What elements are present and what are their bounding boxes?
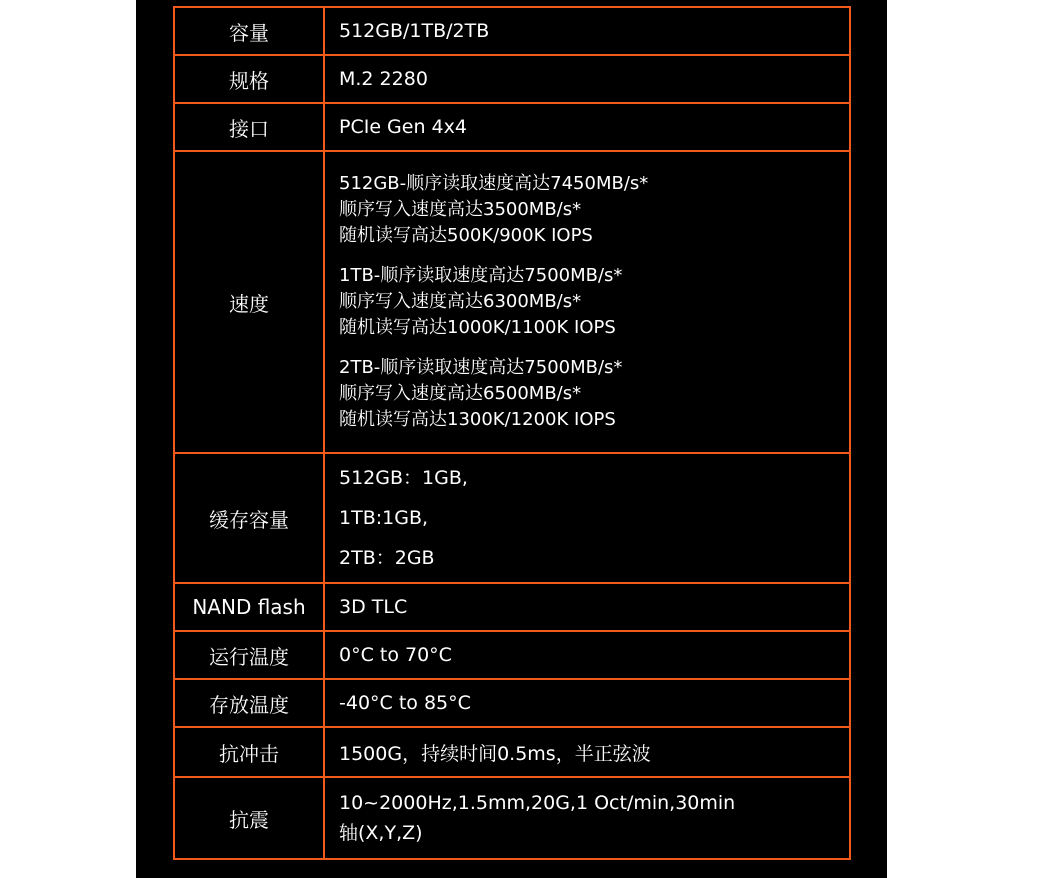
spec-row-cache	[174, 453, 850, 583]
row-label: 容量	[174, 7, 324, 55]
spec-row-operating-temp	[174, 631, 850, 679]
spec-row-storage-temp	[174, 679, 850, 727]
cache-line: 512GB：1GB,	[339, 467, 468, 489]
row-label: 抗冲击	[174, 727, 324, 777]
cache-line: 1TB:1GB,	[339, 507, 429, 529]
speed-line: 顺序写入速度高达6300MB/s*	[339, 291, 582, 312]
spec-row-shock	[174, 727, 850, 777]
row-value: PCIe Gen 4x4	[324, 103, 850, 151]
speed-line: 2TB-顺序读取速度高达7500MB/s*	[339, 357, 623, 378]
spec-row-format	[174, 55, 850, 103]
speed-line: 1TB-顺序读取速度高达7500MB/s*	[339, 265, 623, 286]
speed-line: 随机读写高达1000K/1100K IOPS	[339, 317, 616, 338]
row-label: 接口	[174, 103, 324, 151]
speed-group-1tb	[339, 263, 841, 341]
speed-line: 顺序写入速度高达6500MB/s*	[339, 383, 582, 404]
speed-line: 512GB-顺序读取速度高达7450MB/s*	[339, 173, 649, 194]
row-value	[324, 151, 850, 453]
row-value: 3D TLC	[324, 583, 850, 631]
row-value: M.2 2280	[324, 55, 850, 103]
spec-table	[173, 6, 851, 860]
speed-group-512gb	[339, 171, 841, 249]
row-label: 抗震	[174, 777, 324, 859]
speed-group-2tb	[339, 355, 841, 433]
row-label: 运行温度	[174, 631, 324, 679]
vibration-line: 轴(X,Y,Z)	[339, 822, 423, 844]
cache-line: 2TB：2GB	[339, 547, 435, 569]
spec-row-vibration	[174, 777, 850, 859]
row-value	[324, 777, 850, 859]
speed-line: 顺序写入速度高达3500MB/s*	[339, 199, 582, 220]
row-label: 存放温度	[174, 679, 324, 727]
row-value: 1500G，持续时间0.5ms，半正弦波	[324, 727, 850, 777]
speed-line: 随机读写高达500K/900K IOPS	[339, 225, 593, 246]
row-value	[324, 453, 850, 583]
spec-row-capacity	[174, 7, 850, 55]
row-label: 规格	[174, 55, 324, 103]
row-label: 缓存容量	[174, 453, 324, 583]
spec-row-nand	[174, 583, 850, 631]
vibration-line: 10~2000Hz,1.5mm,20G,1 Oct/min,30min	[339, 792, 736, 814]
spec-row-speed	[174, 151, 850, 453]
row-value: 512GB/1TB/2TB	[324, 7, 850, 55]
speed-line: 随机读写高达1300K/1200K IOPS	[339, 409, 616, 430]
row-label: NAND flash	[174, 583, 324, 631]
row-label: 速度	[174, 151, 324, 453]
row-value: -40°C to 85°C	[324, 679, 850, 727]
row-value: 0°C to 70°C	[324, 631, 850, 679]
spec-row-interface	[174, 103, 850, 151]
